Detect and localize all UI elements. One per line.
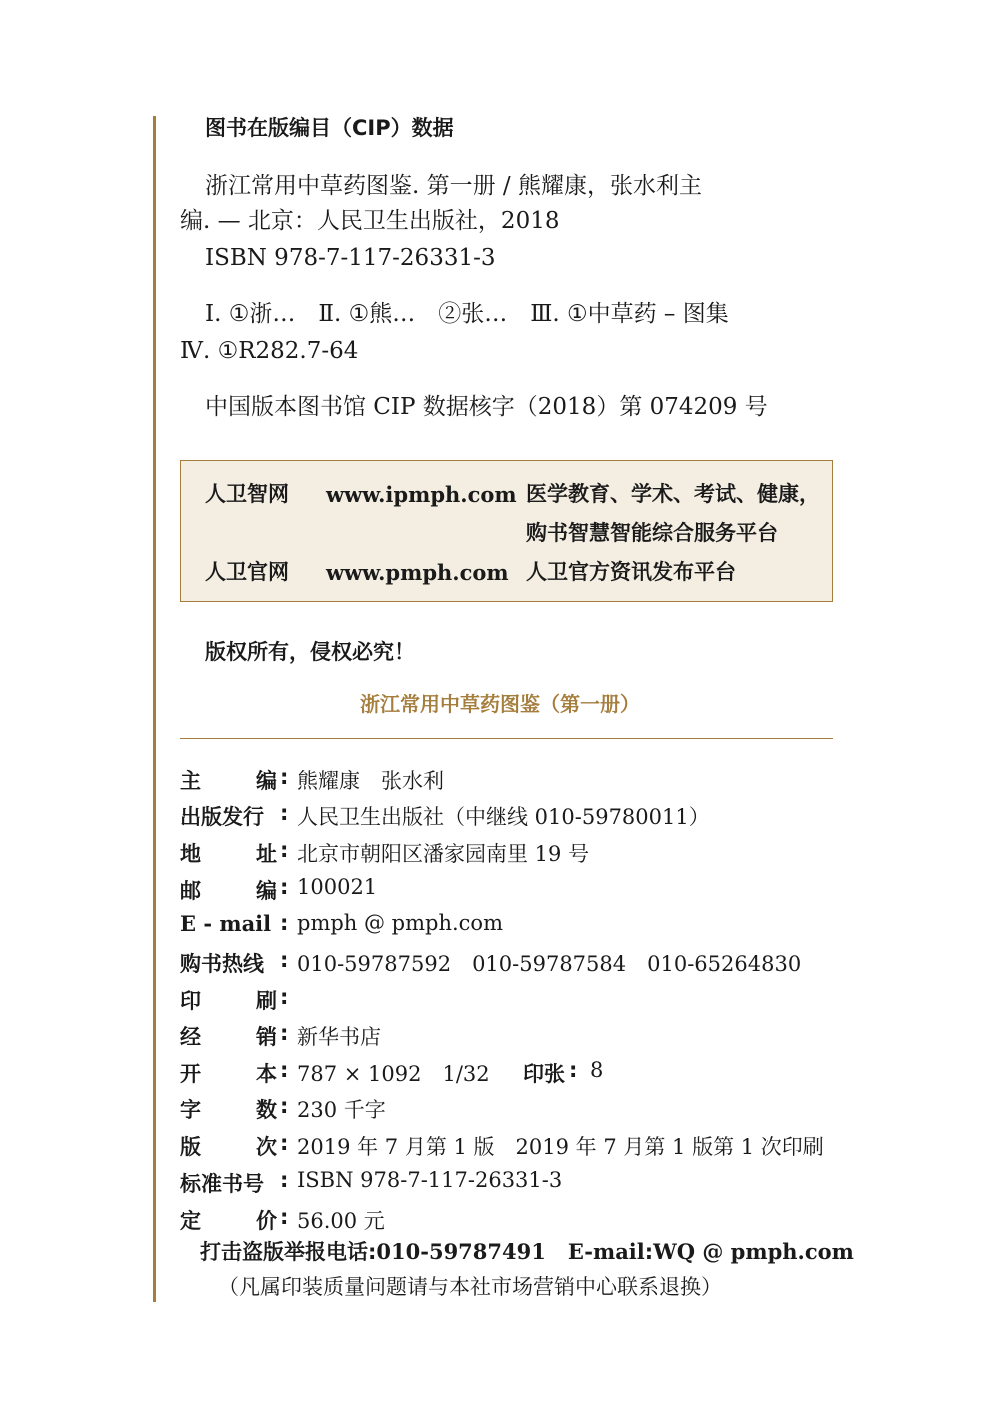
label-char: 经 [180, 1025, 201, 1049]
colon: : [280, 875, 289, 899]
address-value: 北京市朝阳区潘家园南里 19 号 [297, 842, 590, 866]
label-char: 开 [180, 1062, 201, 1086]
book-title: 浙江常用中草药图鉴（第一册） [360, 692, 640, 716]
colon: : [280, 1131, 289, 1155]
label-char: 主 [180, 769, 201, 793]
website-2-name: 人卫官网 [205, 560, 289, 584]
email-value[interactable]: pmph @ pmph.com [297, 911, 503, 935]
label-text: 购书热线 [180, 952, 264, 976]
colon: : [280, 911, 289, 935]
colon: : [280, 1205, 289, 1229]
label-char: 销 [256, 1025, 277, 1049]
cip-heading: 图书在版编目（CIP）数据 [205, 116, 454, 140]
cip-isbn: ISBN 978-7-117-26331-3 [205, 245, 496, 271]
cip-description-line-2: 编. — 北京：人民卫生出版社，2018 [180, 208, 560, 234]
label-char: 邮 [180, 879, 201, 903]
label-char: 定 [180, 1209, 201, 1233]
sheets-label: 印张 [523, 1062, 565, 1086]
label-char: 字 [180, 1098, 201, 1122]
isbn-value: ISBN 978-7-117-26331-3 [297, 1168, 563, 1192]
website-2-url[interactable]: www.pmph.com [326, 560, 509, 585]
hotline-value: 010-59787592 010-59787584 010-65264830 [297, 952, 802, 976]
website-2-description: 人卫官方资讯发布平台 [526, 560, 736, 584]
website-1-url[interactable]: www.ipmph.com [326, 482, 517, 507]
colon: : [280, 948, 289, 972]
price-value: 56.00 元 [297, 1209, 385, 1233]
piracy-report-line [200, 1241, 854, 1263]
editors-value: 熊耀康 张水利 [297, 769, 444, 793]
colon: : [280, 1021, 289, 1045]
label-char: 本 [256, 1062, 277, 1086]
website-info-box [180, 460, 833, 602]
publisher-value: 人民卫生出版社（中继线 010-59780011） [297, 805, 710, 829]
website-1-description: 医学教育、学术、考试、健康， [526, 482, 820, 506]
cip-classification-line-2: Ⅳ. ①R282.7-64 [180, 338, 359, 364]
colon: : [368, 1240, 377, 1264]
cip-description-line-1: 浙江常用中草药图鉴. 第一册 / 熊耀康，张水利主 [205, 173, 702, 199]
words-value: 230 千字 [297, 1098, 386, 1122]
colon: : [280, 801, 289, 825]
label-text: 出版发行 [180, 805, 264, 829]
colon: : [280, 1094, 289, 1118]
label-char: 刷 [256, 989, 277, 1013]
postcode-value: 100021 [297, 875, 378, 899]
colon: : [644, 1240, 654, 1264]
label-char: 编 [256, 879, 277, 903]
label-char: 址 [256, 842, 277, 866]
piracy-email[interactable]: WQ @ pmph.com [653, 1239, 854, 1264]
label-char: 版 [180, 1135, 201, 1159]
colon: : [280, 985, 289, 1009]
colon: : [280, 765, 289, 789]
colon: : [280, 1058, 289, 1082]
return-note: （凡属印装质量问题请与本社市场营销中心联系退换） [218, 1275, 722, 1299]
cip-core-number: 中国版本图书馆 CIP 数据核字（2018）第 074209 号 [205, 394, 768, 420]
colon: : [569, 1058, 578, 1082]
label-char: 地 [180, 842, 201, 866]
label-char: 数 [256, 1098, 277, 1122]
piracy-email-label: E-mail [567, 1239, 645, 1264]
copyright-notice: 版权所有，侵权必究！ [205, 640, 415, 664]
title-divider [180, 738, 833, 739]
label-char: 价 [256, 1209, 277, 1233]
piracy-label: 打击盗版举报电话 [200, 1240, 368, 1264]
piracy-phone: 010-59787491 [376, 1239, 546, 1264]
label-text: 标准书号 [180, 1172, 264, 1196]
website-1-description-cont: 购书智慧智能综合服务平台 [526, 521, 778, 545]
label-char: 印 [180, 989, 201, 1013]
sheets-value: 8 [590, 1058, 604, 1082]
label-char: 编 [256, 769, 277, 793]
edition-value: 2019 年 7 月第 1 版 2019 年 7 月第 1 版第 1 次印刷 [297, 1135, 824, 1159]
format-value: 787 × 1092 1/32 [297, 1062, 490, 1086]
label-char: 次 [256, 1135, 277, 1159]
cip-classification-line-1: Ⅰ. ①浙… Ⅱ. ①熊… ②张… Ⅲ. ①中草药 – 图集 [205, 301, 729, 327]
colon: : [280, 838, 289, 862]
colon: : [280, 1168, 289, 1192]
distribution-value: 新华书店 [297, 1025, 381, 1049]
website-1-name: 人卫智网 [205, 482, 289, 506]
label-text: E - mail [180, 911, 272, 936]
